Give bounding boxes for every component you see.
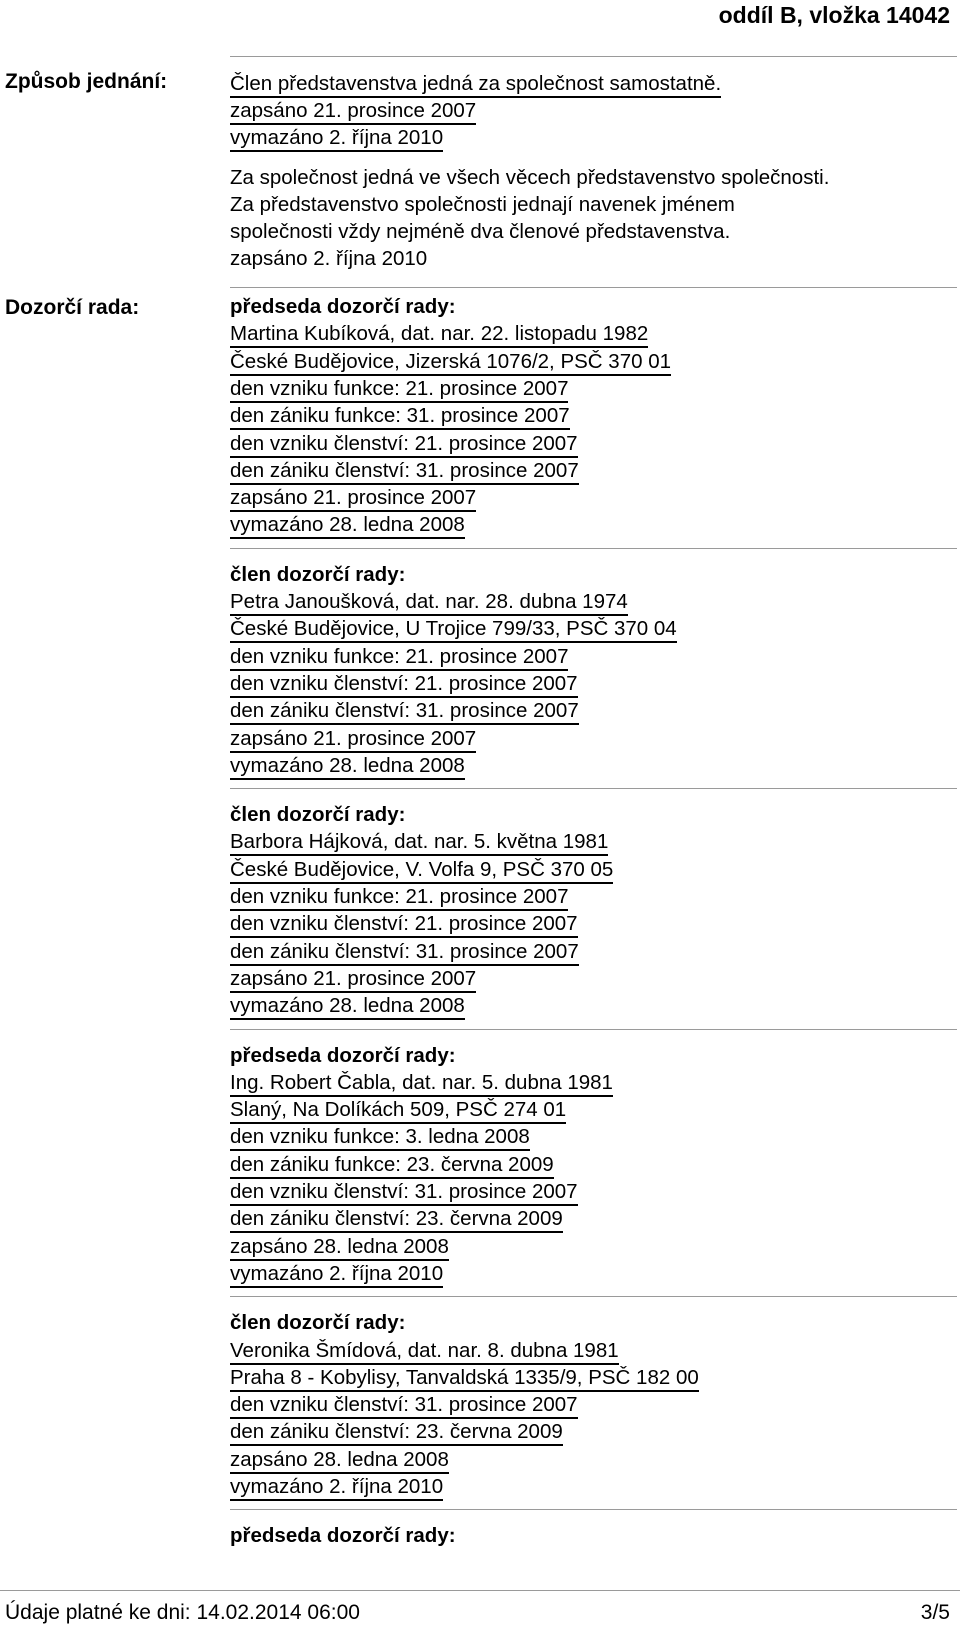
text-line: Člen představenstva jedná za společnost samostatně. <box>230 70 721 98</box>
section-divider <box>230 1509 957 1510</box>
member-detail-line: den zániku funkce: 23. června 2009 <box>230 1151 554 1179</box>
page-header <box>0 0 960 44</box>
member-detail-line: den vzniku členství: 31. prosince 2007 <box>230 1391 578 1419</box>
member-detail-line: zapsáno 21. prosince 2007 <box>230 484 476 512</box>
member-detail-line: den zániku členství: 23. června 2009 <box>230 1418 563 1446</box>
member-role-heading: předseda dozorčí rady: <box>230 1043 456 1067</box>
label-dozorci-rada: Dozorčí rada: <box>5 296 140 319</box>
section-divider <box>230 1029 957 1030</box>
text-line: zapsáno 2. října 2010 <box>230 247 428 270</box>
member-address-line: Praha 8 - Kobylisy, Tanvaldská 1335/9, PSČ 182 00 <box>230 1364 699 1392</box>
member-address-line: Slaný, Na Dolíkách 509, PSČ 274 01 <box>230 1096 566 1124</box>
member-name-line: Martina Kubíková, dat. nar. 22. listopadu 1982 <box>230 320 648 348</box>
member-address-line: České Budějovice, Jizerská 1076/2, PSČ 370 01 <box>230 348 671 376</box>
member-detail-line: vymazáno 28. ledna 2008 <box>230 752 465 780</box>
member-detail-line: vymazáno 28. ledna 2008 <box>230 992 465 1020</box>
footer-valid-date: Údaje platné ke dni: 14.02.2014 06:00 <box>5 1601 360 1624</box>
member-name-line: Barbora Hájková, dat. nar. 5. května 1981 <box>230 828 608 856</box>
member-role-heading: člen dozorčí rady: <box>230 1311 406 1335</box>
section-divider <box>230 1296 957 1297</box>
label-zpusob-jednani: Způsob jednání: <box>5 70 168 93</box>
member-detail-line: den vzniku funkce: 21. prosince 2007 <box>230 883 568 911</box>
member-name-line: Petra Janoušková, dat. nar. 28. dubna 1974 <box>230 588 628 616</box>
page-footer <box>0 1590 960 1636</box>
member-detail-line: den vzniku členství: 21. prosince 2007 <box>230 430 578 458</box>
member-detail-line: den vzniku členství: 31. prosince 2007 <box>230 1178 578 1206</box>
header-title: oddíl B, vložka 14042 <box>718 2 950 28</box>
section-divider <box>230 548 957 549</box>
member-detail-line: zapsáno 21. prosince 2007 <box>230 725 476 753</box>
member-detail-line: vymazáno 2. října 2010 <box>230 1473 443 1501</box>
member-detail-line: den vzniku funkce: 21. prosince 2007 <box>230 643 568 671</box>
member-detail-line: zapsáno 28. ledna 2008 <box>230 1233 449 1261</box>
member-detail-line: den vzniku členství: 21. prosince 2007 <box>230 670 578 698</box>
member-detail-line: zapsáno 28. ledna 2008 <box>230 1446 449 1474</box>
member-detail-line: den vzniku členství: 21. prosince 2007 <box>230 910 578 938</box>
member-detail-line: den zániku členství: 31. prosince 2007 <box>230 938 579 966</box>
member-detail-line: vymazáno 2. října 2010 <box>230 1260 443 1288</box>
member-detail-line: vymazáno 28. ledna 2008 <box>230 511 465 539</box>
member-detail-line: zapsáno 21. prosince 2007 <box>230 965 476 993</box>
member-name-line: Veronika Šmídová, dat. nar. 8. dubna 1981 <box>230 1337 619 1365</box>
member-name-line: Ing. Robert Čabla, dat. nar. 5. dubna 1981 <box>230 1069 613 1097</box>
section-divider <box>230 287 957 288</box>
member-role-heading: člen dozorčí rady: <box>230 803 406 827</box>
member-role-heading: člen dozorčí rady: <box>230 562 406 586</box>
section-divider <box>230 56 957 57</box>
member-detail-line: den vzniku funkce: 21. prosince 2007 <box>230 375 568 403</box>
text-line: Za společnost jedná ve všech věcech představenstvo společnosti. <box>230 166 830 189</box>
member-detail-line: den zániku členství: 31. prosince 2007 <box>230 697 579 725</box>
member-address-line: České Budějovice, V. Volfa 9, PSČ 370 05 <box>230 856 613 884</box>
section-divider <box>230 788 957 789</box>
member-detail-line: den vzniku funkce: 3. ledna 2008 <box>230 1123 530 1151</box>
text-line: Za představenstvo společnosti jednají navenek jménem <box>230 193 735 216</box>
member-role-heading: předseda dozorčí rady: <box>230 295 456 318</box>
footer-page-number: 3/5 <box>920 1601 950 1624</box>
text-line: společnosti vždy nejméně dva členové představenstva. <box>230 220 731 243</box>
text-line: vymazáno 2. října 2010 <box>230 124 443 152</box>
member-role-heading: předseda dozorčí rady: <box>230 1524 456 1548</box>
text-line: zapsáno 21. prosince 2007 <box>230 97 476 125</box>
member-detail-line: den zániku členství: 23. června 2009 <box>230 1205 563 1233</box>
member-address-line: České Budějovice, U Trojice 799/33, PSČ 370 04 <box>230 615 677 643</box>
member-detail-line: den zániku funkce: 31. prosince 2007 <box>230 402 570 430</box>
member-detail-line: den zániku členství: 31. prosince 2007 <box>230 457 579 485</box>
